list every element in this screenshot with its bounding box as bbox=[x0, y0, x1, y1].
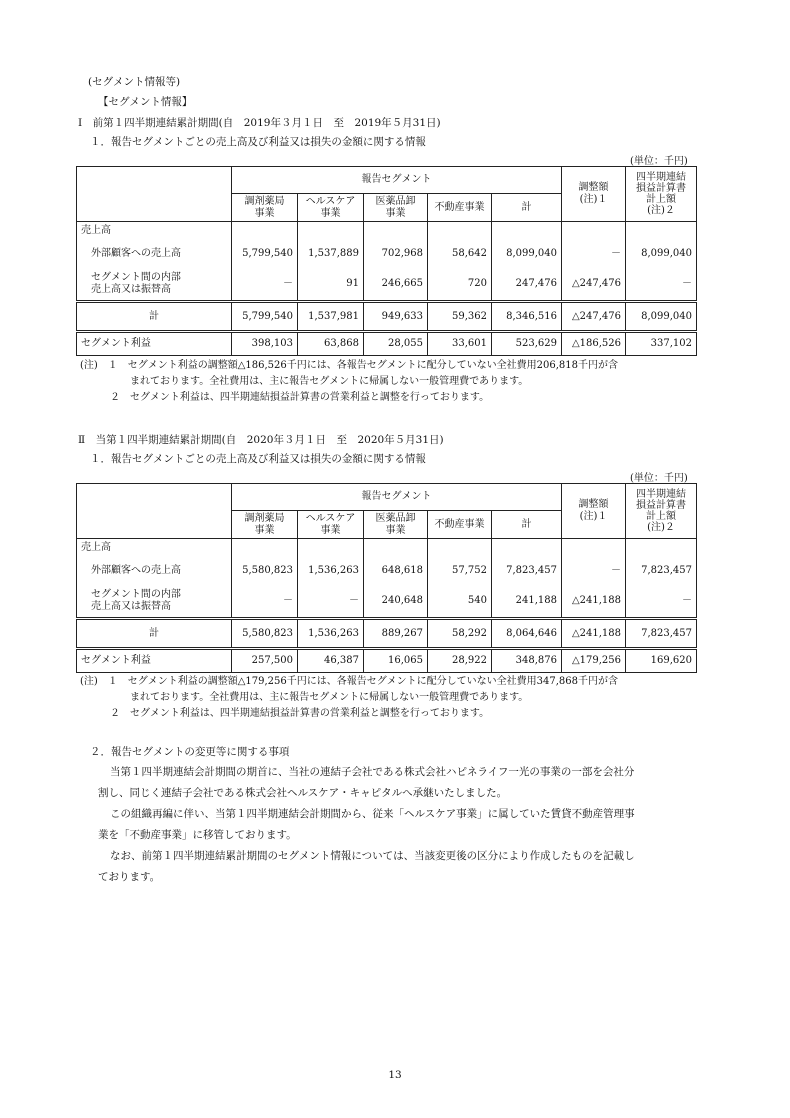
table-cell: － bbox=[562, 240, 626, 268]
column-header: 計 bbox=[492, 511, 562, 539]
table-cell: 1,536,263 bbox=[298, 557, 364, 585]
period-title: Ⅱ 当第１四半期連結累計期間(自 2020年３月１日 至 2020年５月31日) bbox=[78, 434, 444, 446]
table-cell: 720 bbox=[428, 268, 492, 302]
table-cell: 240,648 bbox=[364, 585, 428, 619]
column-header: 調整額 (注)１ bbox=[562, 167, 626, 222]
table-cell: 7,823,457 bbox=[492, 557, 562, 585]
table-cell: － bbox=[232, 268, 298, 302]
table-cell: 91 bbox=[298, 268, 364, 302]
table-cell: 33,601 bbox=[428, 332, 492, 356]
table-cell: △179,256 bbox=[562, 649, 626, 673]
column-header: 調剤薬局 事業 bbox=[232, 194, 298, 222]
footnote: (注) １ セグメント利益の調整額△186,526千円には、各報告セグメントに配分していない全社費用206,818千円が含 bbox=[80, 360, 618, 371]
table-cell: 247,476 bbox=[492, 268, 562, 302]
table-cell: △247,476 bbox=[562, 268, 626, 302]
column-header: 四半期連結 損益計算書 計上額 (注)２ bbox=[626, 484, 697, 539]
paragraph-line: なお、前第１四半期連結累計期間のセグメント情報については、当該変更後の区分により作成したものを記載し bbox=[110, 850, 635, 862]
unit-label: (単位：千円) bbox=[630, 156, 688, 167]
row-label: 売上高 bbox=[77, 222, 232, 240]
table-cell: 28,922 bbox=[428, 649, 492, 673]
row-label: セグメント間の内部 売上高又は振替高 bbox=[77, 585, 232, 619]
column-header: 四半期連結 損益計算書 計上額 (注)２ bbox=[626, 167, 697, 222]
table-cell: 8,099,040 bbox=[626, 240, 697, 268]
row-label: セグメント間の内部 売上高又は振替高 bbox=[77, 268, 232, 302]
column-header: 医薬品卸 事業 bbox=[364, 194, 428, 222]
column-header: 調整額 (注)１ bbox=[562, 484, 626, 539]
footnote: まれております。全社費用は、主に報告セグメントに帰属しない一般管理費であります。 bbox=[80, 692, 529, 703]
table-cell: 8,099,040 bbox=[626, 302, 697, 332]
table-cell: 57,752 bbox=[428, 557, 492, 585]
column-header: ヘルスケア 事業 bbox=[298, 194, 364, 222]
paragraph-line: ております。 bbox=[98, 871, 161, 883]
table-cell: △241,188 bbox=[562, 619, 626, 649]
column-header: 医薬品卸 事業 bbox=[364, 511, 428, 539]
table-row bbox=[77, 619, 697, 649]
table-cell: 58,292 bbox=[428, 619, 492, 649]
table-cell: 348,876 bbox=[492, 649, 562, 673]
footnote: まれております。全社費用は、主に報告セグメントに帰属しない一般管理費であります。 bbox=[80, 376, 529, 387]
table-cell: 246,665 bbox=[364, 268, 428, 302]
table-cell: △241,188 bbox=[562, 585, 626, 619]
paragraph-line: この組織再編に伴い、当第１四半期連結会計期間から、従来「ヘルスケア事業」に属していた賃貸不動産管理事 bbox=[110, 808, 635, 820]
row-label: セグメント利益 bbox=[77, 649, 232, 673]
table-cell: 1,536,263 bbox=[298, 619, 364, 649]
row-label: 外部顧客への売上高 bbox=[77, 240, 232, 268]
group-header: 報告セグメント bbox=[232, 484, 562, 511]
table-cell: 5,799,540 bbox=[232, 240, 298, 268]
table-cell: 1,537,981 bbox=[298, 302, 364, 332]
table-cell: 63,868 bbox=[298, 332, 364, 356]
table-cell: 46,387 bbox=[298, 649, 364, 673]
table-cell: 7,823,457 bbox=[626, 619, 697, 649]
table-cell: 59,362 bbox=[428, 302, 492, 332]
section-heading: 【セグメント情報】 bbox=[98, 96, 193, 108]
table-row bbox=[77, 649, 697, 673]
table-row bbox=[77, 557, 697, 585]
group-header: 報告セグメント bbox=[232, 167, 562, 194]
table-subtitle: １．報告セグメントごとの売上高及び利益又は損失の金額に関する情報 bbox=[90, 453, 426, 465]
row-label: 外部顧客への売上高 bbox=[77, 557, 232, 585]
table-row bbox=[77, 268, 697, 302]
table-row bbox=[77, 302, 697, 332]
table-cell: 8,099,040 bbox=[492, 240, 562, 268]
column-header: 不動産事業 bbox=[428, 194, 492, 222]
footnote: ２ セグメント利益は、四半期連結損益計算書の営業利益と調整を行っております。 bbox=[80, 392, 490, 403]
row-label: セグメント利益 bbox=[77, 332, 232, 356]
paragraph-line: 当第１四半期連結会計期間の期首に、当社の連結子会社である株式会社ハピネライフ一光の事業の一部を会社分 bbox=[110, 766, 635, 778]
table-cell: 337,102 bbox=[626, 332, 697, 356]
table-cell: 169,620 bbox=[626, 649, 697, 673]
row-label: 計 bbox=[77, 619, 232, 649]
table-cell: － bbox=[562, 557, 626, 585]
table-cell: 5,799,540 bbox=[232, 302, 298, 332]
table-row bbox=[77, 585, 697, 619]
header-blank-cell bbox=[77, 484, 232, 539]
table-cell: 889,267 bbox=[364, 619, 428, 649]
footnote: (注) １ セグメント利益の調整額△179,256千円には、各報告セグメントに配分していない全社費用347,868千円が含 bbox=[80, 676, 618, 687]
segment-table bbox=[76, 483, 697, 673]
column-header: 計 bbox=[492, 194, 562, 222]
page-number: 13 bbox=[388, 1069, 402, 1081]
table-cell: 257,500 bbox=[232, 649, 298, 673]
table-cell: 5,580,823 bbox=[232, 619, 298, 649]
table-cell: － bbox=[298, 585, 364, 619]
header-blank-cell bbox=[77, 167, 232, 222]
column-header: 不動産事業 bbox=[428, 511, 492, 539]
table-cell: 28,055 bbox=[364, 332, 428, 356]
period-title: Ⅰ 前第１四半期連結累計期間(自 2019年３月１日 至 2019年５月31日) bbox=[78, 117, 441, 129]
table-cell: － bbox=[626, 268, 697, 302]
table-subtitle: １．報告セグメントごとの売上高及び利益又は損失の金額に関する情報 bbox=[90, 136, 426, 148]
table-cell: 16,065 bbox=[364, 649, 428, 673]
section-heading: (セグメント情報等) bbox=[88, 76, 181, 88]
table-cell: － bbox=[626, 585, 697, 619]
paragraph-line: 業を「不動産事業」に移管しております。 bbox=[98, 829, 297, 841]
table-row bbox=[77, 332, 697, 356]
table-cell: △186,526 bbox=[562, 332, 626, 356]
change-heading: ２．報告セグメントの変更等に関する事項 bbox=[90, 746, 290, 758]
paragraph-line: 割し、同じく連結子会社である株式会社ヘルスケア・キャピタルへ承継いたしました。 bbox=[98, 787, 508, 799]
column-header: 調剤薬局 事業 bbox=[232, 511, 298, 539]
table-row bbox=[77, 240, 697, 268]
table-cell: 702,968 bbox=[364, 240, 428, 268]
table-cell: － bbox=[232, 585, 298, 619]
table-cell: 8,346,516 bbox=[492, 302, 562, 332]
row-label: 売上高 bbox=[77, 539, 232, 557]
table-cell: 540 bbox=[428, 585, 492, 619]
table-cell: 648,618 bbox=[364, 557, 428, 585]
column-header: ヘルスケア 事業 bbox=[298, 511, 364, 539]
table-cell: 523,629 bbox=[492, 332, 562, 356]
table-cell: 5,580,823 bbox=[232, 557, 298, 585]
table-cell: 398,103 bbox=[232, 332, 298, 356]
table-cell: 241,188 bbox=[492, 585, 562, 619]
footnote: ２ セグメント利益は、四半期連結損益計算書の営業利益と調整を行っております。 bbox=[80, 708, 490, 719]
table-cell: △247,476 bbox=[562, 302, 626, 332]
unit-label: (単位：千円) bbox=[630, 473, 688, 484]
table-cell: 949,633 bbox=[364, 302, 428, 332]
table-cell: 1,537,889 bbox=[298, 240, 364, 268]
row-label: 計 bbox=[77, 302, 232, 332]
table-cell: 7,823,457 bbox=[626, 557, 697, 585]
table-cell: 58,642 bbox=[428, 240, 492, 268]
segment-table bbox=[76, 166, 697, 356]
table-cell: 8,064,646 bbox=[492, 619, 562, 649]
